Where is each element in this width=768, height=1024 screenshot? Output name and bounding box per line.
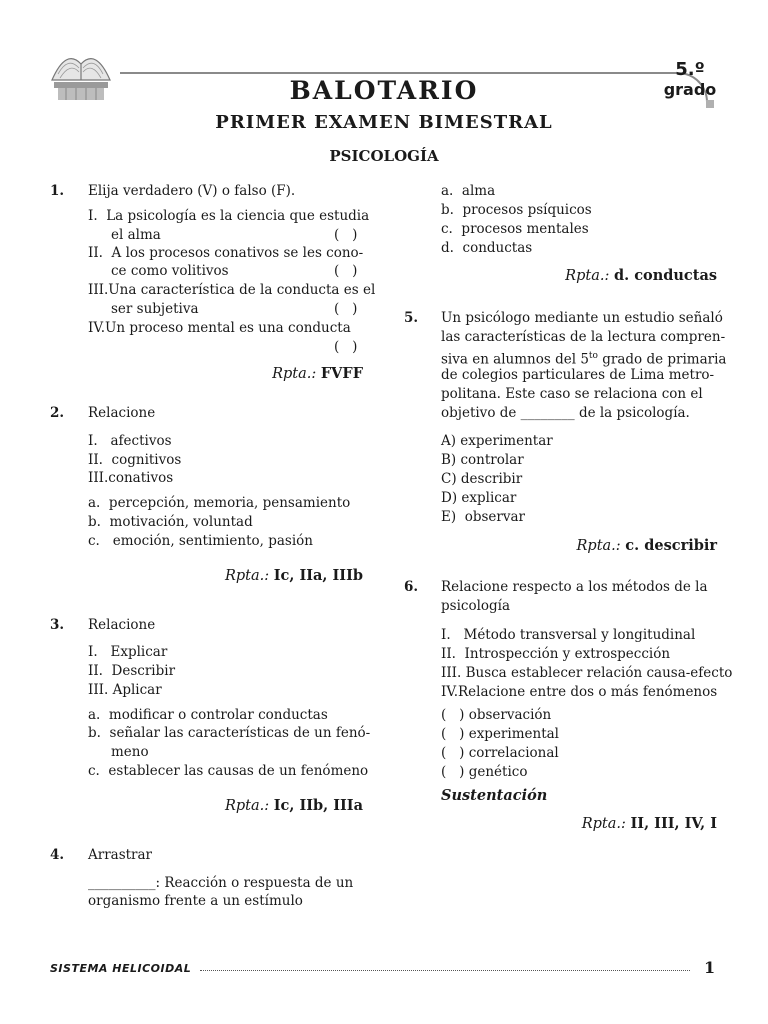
option-item: ( ) correlacional [441, 745, 559, 761]
question-text-line: __________: Reacción o respuesta de un [88, 875, 354, 891]
answer-blank: ( ) [334, 339, 358, 355]
answer-value: II, III, IV, I [630, 815, 717, 832]
question-text-line: politana. Este caso se relaciona con el [441, 386, 703, 402]
page-number: 1 [704, 958, 716, 977]
option-item: c. emoción, sentimiento, pasión [88, 533, 313, 549]
footer-dotted-rule [200, 970, 690, 971]
answer-line [150, 365, 363, 382]
list-item: II. cognitivos [88, 452, 182, 468]
answer-line [500, 267, 717, 284]
statement-2-line-1: II. A los procesos conativos se les cono- [88, 245, 364, 261]
statement-1-line-1: I. La psicología es la ciencia que estudia [88, 208, 370, 224]
option-item: d. conductas [441, 240, 533, 256]
sustentacion-label: Sustentación [441, 787, 548, 804]
question-prompt: Relacione [88, 617, 156, 633]
statement-3-line-1: III.Una característica de la conducta es el [88, 282, 376, 298]
list-item: I. Explicar [88, 644, 168, 660]
answer-line [500, 537, 717, 554]
question-number: 1. [50, 183, 65, 199]
answer-label: Rpta.: [224, 568, 270, 584]
question-text-segment: siva en alumnos del 5 [441, 351, 589, 368]
option-item: E) observar [441, 509, 525, 525]
option-item: A) experimentar [441, 433, 553, 449]
statement-2-line-2: ce como volitivos [111, 263, 229, 279]
question-text-line: psicología [441, 598, 511, 614]
question-number: 2. [50, 405, 65, 421]
answer-label: Rpta.: [565, 268, 610, 284]
answer-label: Rpta.: [224, 798, 270, 814]
option-item: ( ) genético [441, 764, 528, 780]
statement-4-line-1: IV.Un proceso mental es una conducta [88, 320, 351, 336]
answer-label: Rpta.: [581, 816, 626, 832]
list-item: II. Introspección y extrospección [441, 646, 671, 662]
ordinal-superscript: to [588, 351, 598, 361]
list-item: I. Método transversal y longitudinal [441, 627, 696, 643]
answer-blank: ( ) [334, 227, 358, 243]
option-item: b. motivación, voluntad [88, 514, 253, 530]
answer-blank: ( ) [334, 263, 358, 279]
option-item: C) describir [441, 471, 523, 487]
header-rule [120, 72, 630, 74]
option-item: a. modificar o controlar conductas [88, 707, 328, 723]
answer-value: FVFF [320, 365, 363, 382]
answer-label: Rpta.: [576, 538, 621, 554]
option-item: ( ) observación [441, 707, 552, 723]
answer-value: d. conductas [613, 267, 717, 284]
course-name: PSICOLOGÍA [329, 147, 439, 165]
question-text-line: Relacione respecto a los métodos de la [441, 579, 708, 595]
option-item: b. señalar las características de un fenó- [88, 725, 371, 741]
question-prompt: Relacione [88, 405, 156, 421]
option-item: a. percepción, memoria, pensamiento [88, 495, 351, 511]
statement-3-line-2: ser subjetiva [111, 301, 199, 317]
question-text-segment: grado de primaria [597, 351, 727, 368]
statement-1-line-2: el alma [111, 227, 161, 243]
footer-brand: SISTEMA HELICOIDAL [50, 962, 192, 975]
list-item: III.conativos [88, 470, 174, 486]
option-item: c. establecer las causas de un fenómeno [88, 763, 369, 779]
question-text-line: de colegios particulares de Lima metro- [441, 367, 715, 383]
page-title: BALOTARIO [289, 76, 479, 105]
question-text-line: organismo frente a un estímulo [88, 893, 303, 909]
list-item: IV.Relacione entre dos o más fenómenos [441, 684, 718, 700]
answer-value: Ic, IIa, IIIb [273, 567, 363, 584]
option-item: D) explicar [441, 490, 517, 506]
question-text-line: las características de la lectura compren- [441, 329, 726, 345]
option-item: a. alma [441, 183, 496, 199]
answer-line [500, 815, 717, 832]
question-number: 3. [50, 617, 65, 633]
question-number: 6. [404, 579, 419, 595]
option-item: c. procesos mentales [441, 221, 589, 237]
question-number: 4. [50, 847, 65, 863]
list-item: I. afectivos [88, 433, 172, 449]
grade-number: 5.º [675, 59, 705, 80]
list-item: III. Busca establecer relación causa-efecto [441, 665, 733, 681]
answer-value: Ic, IIb, IIIa [273, 797, 363, 814]
answer-label: Rpta.: [272, 366, 317, 382]
question-text-line: objetivo de ________ de la psicología. [441, 405, 690, 421]
answer-value: c. describir [625, 537, 717, 554]
question-text-line: Un psicólogo mediante un estudio señaló [441, 310, 723, 326]
answer-blank: ( ) [334, 301, 358, 317]
grade-word: grado [663, 80, 717, 99]
option-item: b. procesos psíquicos [441, 202, 592, 218]
page-subtitle: PRIMER EXAMEN BIMESTRAL [215, 112, 553, 133]
option-item: ( ) experimental [441, 726, 559, 742]
question-prompt: Elija verdadero (V) o falso (F). [88, 183, 296, 199]
answer-line [150, 797, 363, 814]
answer-line [150, 567, 363, 584]
option-item-continuation: meno [111, 744, 149, 760]
option-item: B) controlar [441, 452, 524, 468]
question-prompt: Arrastrar [88, 847, 153, 863]
list-item: II. Describir [88, 663, 176, 679]
question-number: 5. [404, 310, 419, 326]
list-item: III. Aplicar [88, 682, 162, 698]
